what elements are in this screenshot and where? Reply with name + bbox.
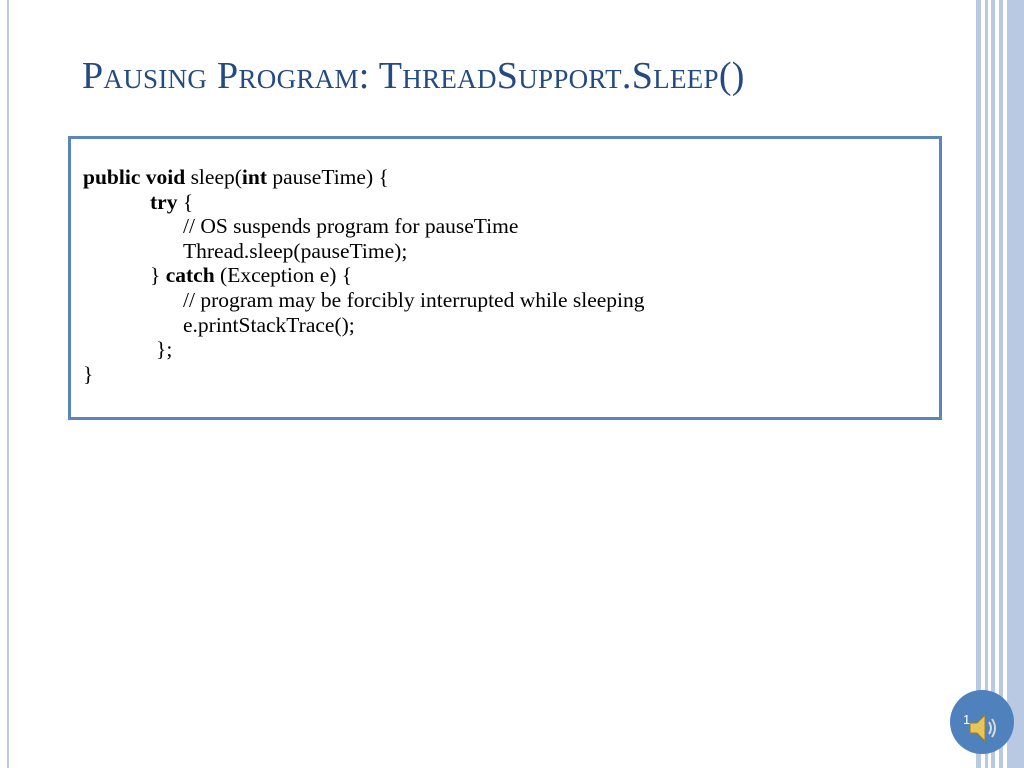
keyword: public <box>83 165 141 189</box>
slide-title: Pausing Program: ThreadSupport.Sleep() <box>82 55 745 97</box>
keyword: void <box>145 165 186 189</box>
right-stripe <box>976 0 981 768</box>
right-stripe <box>1007 0 1024 768</box>
code-text: { <box>182 189 194 214</box>
code-text: pauseTime) { <box>272 165 389 189</box>
speaker-icon[interactable] <box>966 710 1002 746</box>
code-block <box>83 165 645 386</box>
code-line <box>83 165 645 190</box>
right-stripe <box>985 0 988 768</box>
right-stripe <box>991 0 995 768</box>
code-comment: // program may be forcibly interrupted while sleeping <box>183 287 645 312</box>
left-border-rule <box>7 0 9 768</box>
code-line: e.printStackTrace(); <box>183 312 355 337</box>
code-text: } <box>150 263 161 288</box>
keyword: catch <box>165 263 215 288</box>
page-number: 1 <box>963 712 971 727</box>
code-line: Thread.sleep(pauseTime); <box>183 238 408 263</box>
code-comment: // OS suspends program for pauseTime <box>183 214 519 239</box>
code-text: sleep( <box>190 165 242 189</box>
code-box <box>68 136 942 420</box>
code-line: }; <box>156 337 173 362</box>
code-text: (Exception e) { <box>220 263 353 288</box>
right-stripe <box>999 0 1003 768</box>
code-line <box>83 190 645 215</box>
keyword: try <box>150 189 178 214</box>
code-line <box>83 263 645 288</box>
keyword: int <box>241 165 267 189</box>
code-line: } <box>83 361 94 386</box>
